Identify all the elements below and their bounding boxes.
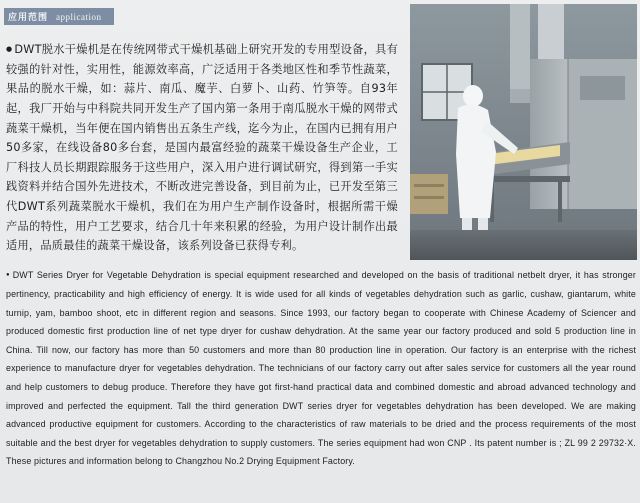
english-description: [6, 266, 636, 471]
factory-worker-photo: [410, 4, 637, 260]
section-header-badge: [4, 8, 114, 25]
english-description-text: DWT Series Dryer for Vegetable Dehydration is special equipment researched and developed on the basis of traditional netbelt dryer, it has stronger pertinency, practicability and high efficiency of energy. It is wide used for all kinds of vegetables dehydration such as garlic, cushaw, giantarum, white turnip, yam, bamboo shoot, etc in different region and seasons. Since 1993, our factory began to cooperate with Chinese Academy of Sciencer and produced domestic first production line of net type dryer for cushaw dehydration. At the same year our factory produced and sold 5 production line in China. Till now, our factory has more than 50 customers and more than 80 production line in operation. Our factory is an enterprise with the richest experience to manufacture dryer for vegetables dehydration. The technicians of our factory carry out after sales service for customers all the year round and help customers to debug produce. Therefore they have got first-hand practical data and combined domestic and abroad advanced technology and improved and perfected the equipment. Tall the third generation DWT series dryer for vegetables dehydration has been developed. We are making advanced productive equipment for customers. According to the characteristics of raw materials to be dried and the process requirements of the most suitable and the best dryer for vegetables dehydration to supply customers. The series equipment had won CNP . Its patent number is ; ZL 99 2 29732·X. These pictures and information belong to Changzhou No.2 Drying Equipment Factory.: [6, 270, 637, 467]
header-title-cn: 应用范围: [8, 13, 49, 23]
chinese-description-text: DWT脱水干燥机是在传统网带式干燥机基础上研究开发的专用型设备，具有较强的针对性，实用性，能源效率高，广泛适用于各类地区性和季节性蔬菜，果品的脱水干燥，如：蒜片、南瓜、魔芋、白萝卜、山药、竹笋等。自93年起，我厂开始与中科院共同开发生产了国内第一条用于南瓜脱水干燥的网带式蔬菜干燥机，当年便在国内销售出五条生产线，迄今为止，在国内已拥有用户50多家，在线设备80多台套，是国内最富经验的蔬菜干燥设备生产企业，工厂科技人员长期跟踪服务于这些用户，深入用户进行调试研究，得到第一手实践资料并结合国外先进技术，不断改进完善设备，到目前为止，已开发至第三代DWT系列蔬菜脱水干燥机，我们在为用户生产制作设备时，根据所需干燥产品的特性，用户工艺要求，结合几十年来积累的经验，为用户设计制作出最适用，品质最佳的蔬菜干燥设备，该系列设备已获得专利。: [6, 43, 399, 253]
factory-photo-illustration: [410, 4, 637, 260]
bullet-icon: ●: [6, 45, 13, 54]
chinese-description: [6, 40, 398, 256]
header-title-en: application: [56, 11, 102, 22]
bullet-icon: ●: [6, 272, 11, 279]
